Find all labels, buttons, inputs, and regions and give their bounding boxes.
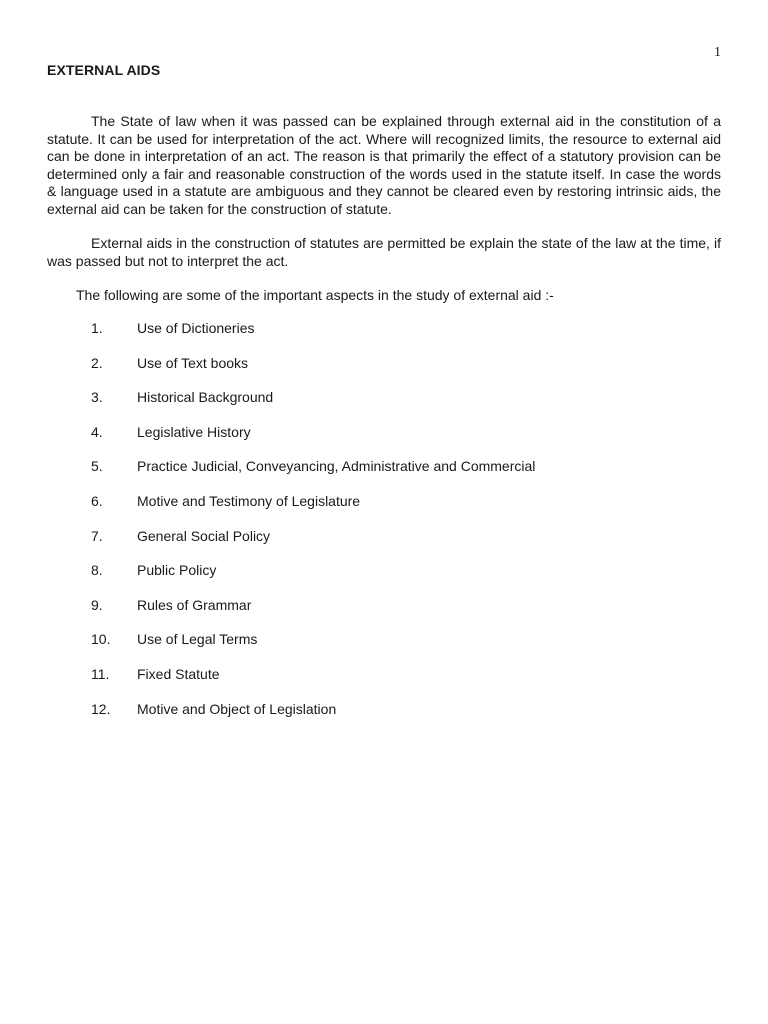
list-item-text: General Social Policy [137,527,271,544]
page-number: 1 [714,45,721,60]
list-item-text: Use of Text books [137,354,249,371]
list-item-number: 12. [91,700,111,717]
list-item-text: Practice Judicial, Conveyancing, Administrative and Commercial [137,458,536,475]
list-item-text: Use of Dictioneries [137,320,255,336]
list-item-number: 10. [91,631,111,648]
list-item-number: 7. [91,527,103,544]
list-item-number: 11. [91,665,110,682]
paragraph-2: External aids in the construction of statutes are permitted be explain the state of the law at the time, if was passed but not to interpret the act. [47,235,721,269]
list-item-number: 8. [91,562,103,579]
list-item-text: Rules of Grammar [137,596,252,613]
list-item-text: Motive and Testimony of Legislature [137,492,361,509]
document-heading: EXTERNAL AIDS [47,62,161,78]
list-item-text: Legislative History [137,423,251,440]
list-item-number: 2. [91,354,103,371]
list-item-number: 6. [91,492,103,509]
list-item-number: 4. [91,423,103,440]
list-item-text: Historical Background [137,389,274,406]
list-item-text: Fixed Statute [137,665,220,682]
list-item-number: 3. [91,389,103,406]
list-item-text: Use of Legal Terms [137,631,258,648]
list-item-number: 1. [91,320,103,336]
list-item-number: 5. [91,458,103,475]
paragraph-1: The State of law when it was passed can be explained through external aid in the constitution of a statute. It can be used for interpretation of the act. Where will recognized limits, the resource to external aid can be done in interpretation of an act. The reason is that primarily the effect of a statutory provision can be determined only a fair and reasonable construction of the words used in the statute itself. In case the words & language used in a statute are ambiguous and they cannot be cleared even by restoring intrinsic aids, the external aid can be taken for the construction of statute. [47,113,721,217]
list-item-text: Public Policy [137,562,217,579]
list-item-text: Motive and Object of Legislation [137,700,337,717]
list-intro: The following are some of the important aspects in the study of external aid :- [76,287,554,303]
list-item-number: 9. [91,596,103,613]
